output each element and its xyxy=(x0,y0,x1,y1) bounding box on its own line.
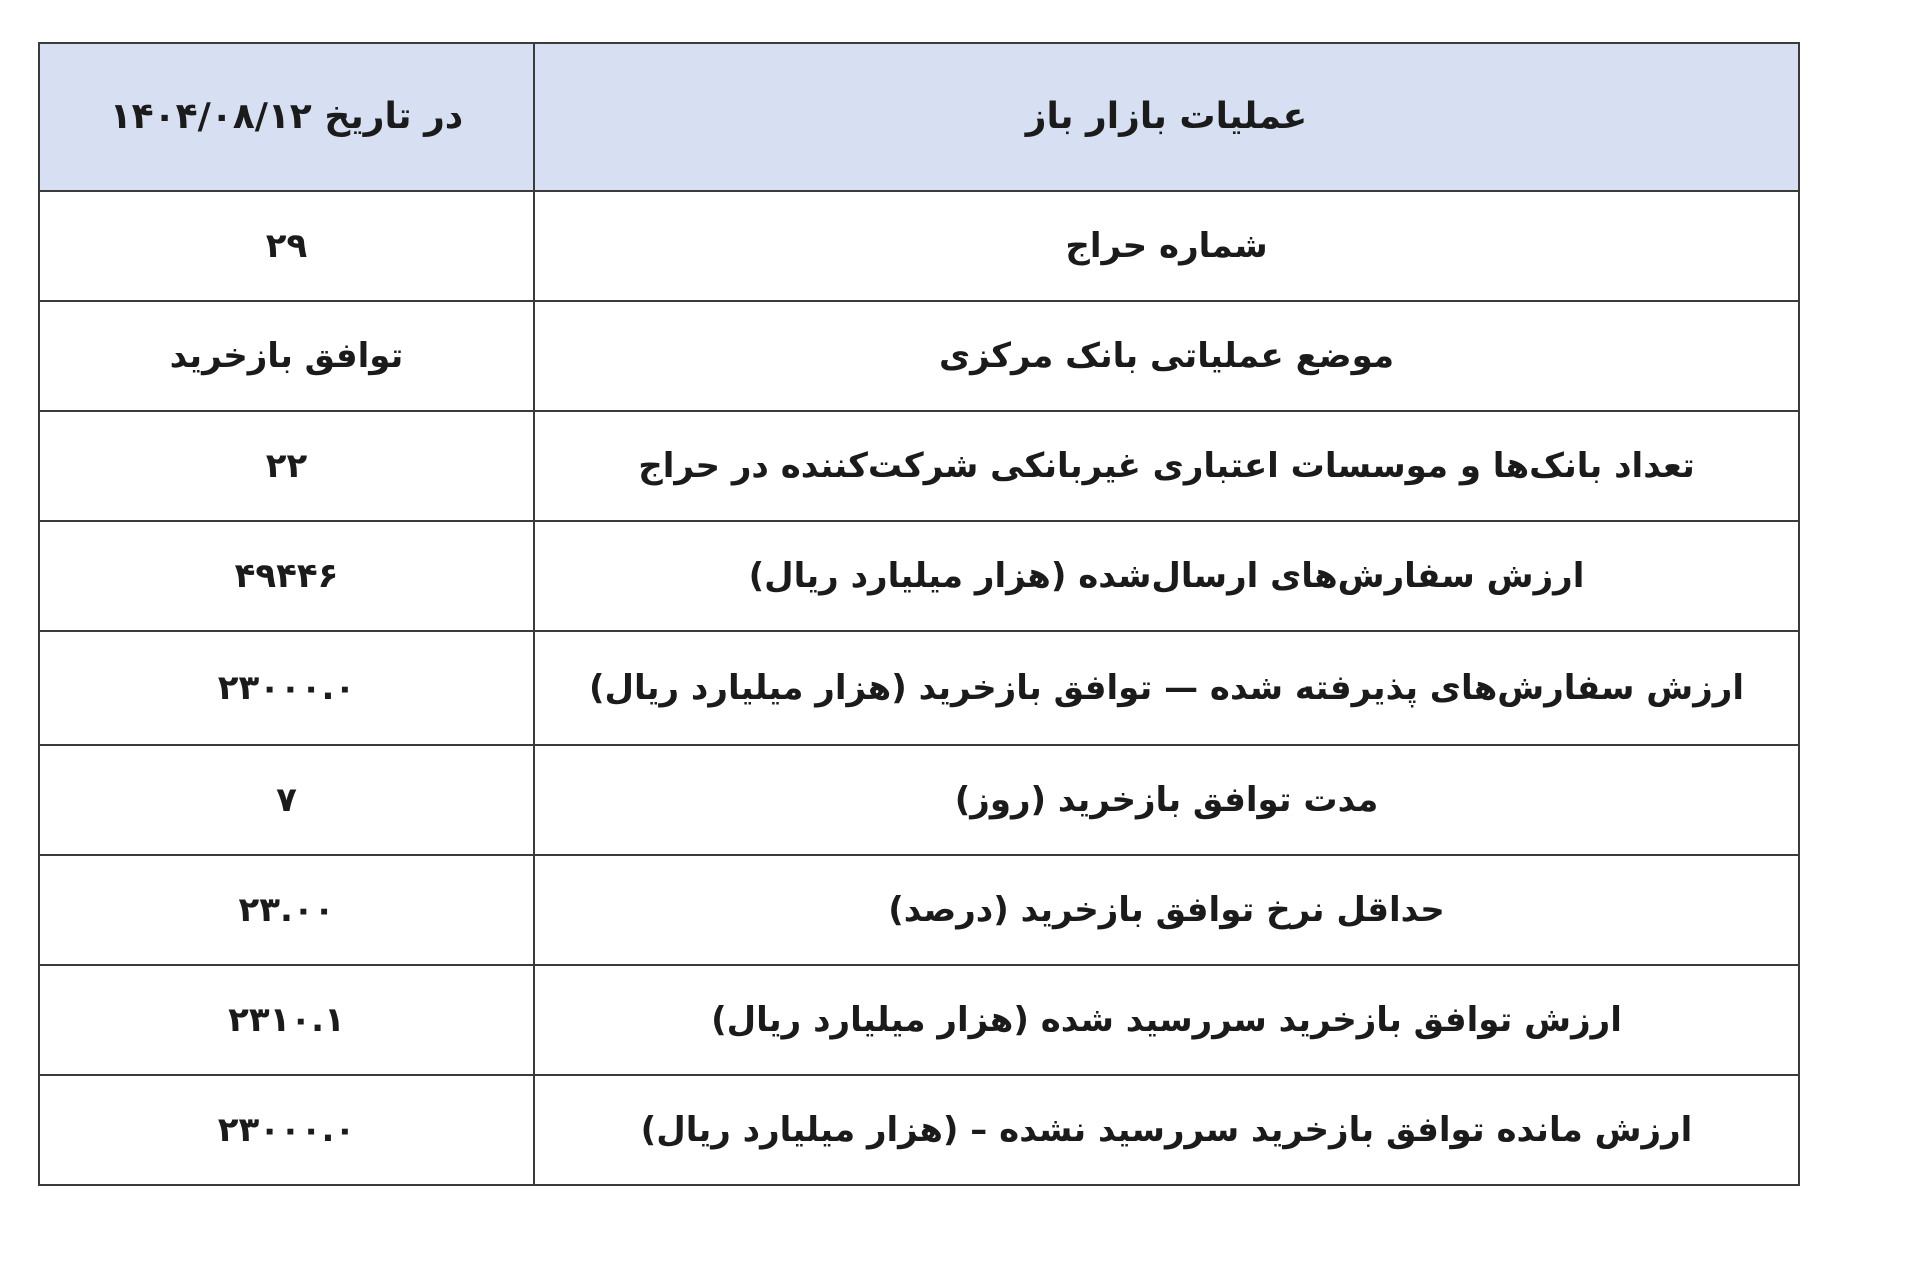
open-market-operations-table xyxy=(38,42,1800,1186)
row-label-submitted-orders-value: ارزش سفارش‌های ارسال‌شده (هزار میلیارد ریال) xyxy=(534,521,1799,631)
row-value-participants-count: ۲۲ xyxy=(39,411,534,521)
table-row xyxy=(39,855,1799,965)
table-date-cell: در تاریخ ۱۴۰۴/۰۸/۱۲ xyxy=(39,43,534,191)
table-body xyxy=(39,191,1799,1185)
table-header-row xyxy=(39,43,1799,191)
table-title-cell: عملیات بازار باز xyxy=(534,43,1799,191)
row-label-auction-number: شماره حراج xyxy=(534,191,1799,301)
table-row xyxy=(39,1075,1799,1185)
table-row xyxy=(39,521,1799,631)
table-header xyxy=(39,43,1799,191)
row-label-participants-count: تعداد بانک‌ها و موسسات اعتباری غیربانکی شرکت‌کننده در حراج xyxy=(534,411,1799,521)
row-value-min-repo-rate: ۲۳.۰۰ xyxy=(39,855,534,965)
row-label-accepted-orders-value: ارزش سفارش‌های پذیرفته شده — توافق بازخرید (هزار میلیارد ریال) xyxy=(534,631,1799,745)
table-row xyxy=(39,965,1799,1075)
row-label-repo-duration: مدت توافق بازخرید (روز) xyxy=(534,745,1799,855)
table-row xyxy=(39,411,1799,521)
row-value-cb-position: توافق بازخرید xyxy=(39,301,534,411)
row-value-matured-repo-value: ۲۳۱۰.۱ xyxy=(39,965,534,1075)
row-label-matured-repo-value: ارزش توافق بازخرید سررسید شده (هزار میلیارد ریال) xyxy=(534,965,1799,1075)
row-value-submitted-orders-value: ۴۹۴۴۶ xyxy=(39,521,534,631)
row-value-repo-duration: ۷ xyxy=(39,745,534,855)
row-label-outstanding-repo-value: ارزش مانده توافق بازخرید سررسید نشده – (هزار میلیارد ریال) xyxy=(534,1075,1799,1185)
table-row xyxy=(39,191,1799,301)
open-market-operations-table-wrapper xyxy=(40,42,1800,1186)
table-row xyxy=(39,301,1799,411)
row-label-cb-position: موضع عملیاتی بانک مرکزی xyxy=(534,301,1799,411)
table-row xyxy=(39,631,1799,745)
row-label-min-repo-rate: حداقل نرخ توافق بازخرید (درصد) xyxy=(534,855,1799,965)
table-row xyxy=(39,745,1799,855)
row-value-accepted-orders-value: ۲۳۰۰۰.۰ xyxy=(39,631,534,745)
row-value-auction-number: ۲۹ xyxy=(39,191,534,301)
row-value-outstanding-repo-value: ۲۳۰۰۰.۰ xyxy=(39,1075,534,1185)
